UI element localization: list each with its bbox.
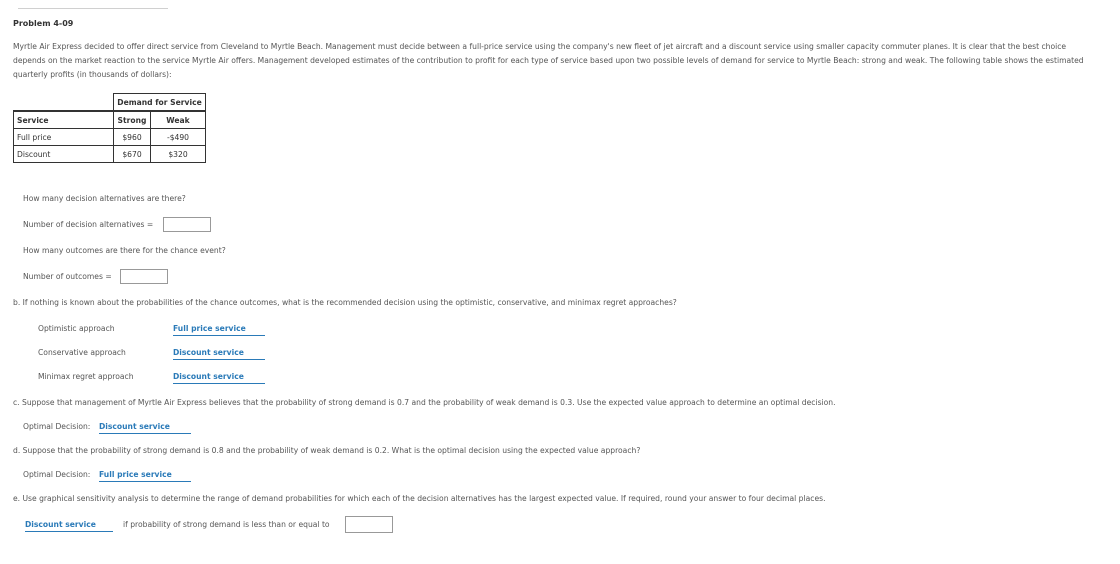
optimistic-answer[interactable]: Full price service (173, 324, 265, 336)
part-b-question: b. If nothing is known about the probabilities of the chance outcomes, what is the recommended decision using the optimistic, conservative, and minimax regret approaches? (13, 298, 677, 307)
strong-header: Strong (114, 111, 151, 129)
profit-table (13, 93, 206, 163)
top-divider (18, 8, 168, 9)
demand-group-header: Demand for Service (114, 94, 206, 112)
question-alternatives: How many decision alternatives are there? (23, 194, 186, 203)
question-outcomes: How many outcomes are there for the chance event? (23, 246, 226, 255)
outcomes-input[interactable] (120, 269, 168, 284)
conservative-label: Conservative approach (38, 348, 126, 357)
strong-value: $670 (114, 146, 151, 163)
table-row (14, 129, 206, 146)
minimax-label: Minimax regret approach (38, 372, 134, 381)
service-name: Full price (14, 129, 114, 146)
part-c-label: Optimal Decision: (23, 422, 91, 431)
problem-title: Problem 4-09 (13, 19, 74, 28)
service-header: Service (14, 111, 114, 129)
part-d-label: Optimal Decision: (23, 470, 91, 479)
table-row (14, 146, 206, 163)
part-e-condition: if probability of strong demand is less than or equal to (123, 520, 330, 529)
service-name: Discount (14, 146, 114, 163)
part-d-answer[interactable]: Full price service (99, 470, 191, 482)
part-c-answer[interactable]: Discount service (99, 422, 191, 434)
part-e-answer[interactable]: Discount service (25, 520, 113, 532)
alternatives-input[interactable] (163, 217, 211, 232)
part-e-question: e. Use graphical sensitivity analysis to determine the range of demand probabilities for which each of the decision alternatives has the largest expected value. If required, round your answer to four decimal places. (13, 494, 826, 503)
weak-value: -$490 (151, 129, 206, 146)
conservative-answer[interactable]: Discount service (173, 348, 265, 360)
strong-value: $960 (114, 129, 151, 146)
alternatives-label: Number of decision alternatives = (23, 220, 154, 229)
weak-value: $320 (151, 146, 206, 163)
probability-input[interactable] (345, 516, 393, 533)
part-c-question: c. Suppose that management of Myrtle Air Express believes that the probability of strong demand is 0.7 and the probability of weak demand is 0.3. Use the expected value approach to determine an optimal decision. (13, 398, 836, 407)
optimistic-label: Optimistic approach (38, 324, 115, 333)
part-d-question: d. Suppose that the probability of strong demand is 0.8 and the probability of weak demand is 0.2. What is the optimal decision using the expected value approach? (13, 446, 641, 455)
problem-intro: Myrtle Air Express decided to offer direct service from Cleveland to Myrtle Beach. Management must decide between a full-price service using the company's new fleet of jet aircraft and a discount service using smaller capacity commuter planes. It is clear that the best choice depends on the market reaction to the service Myrtle Air offers. Management developed estimates of the contribution to profit for each type of service based upon two possible levels of demand for service to Myrtle Beach: strong and weak. The following table shows the estimated quarterly profits (in thousands of dollars): (13, 42, 1084, 79)
outcomes-label: Number of outcomes = (23, 272, 112, 281)
weak-header: Weak (151, 111, 206, 129)
minimax-answer[interactable]: Discount service (173, 372, 265, 384)
